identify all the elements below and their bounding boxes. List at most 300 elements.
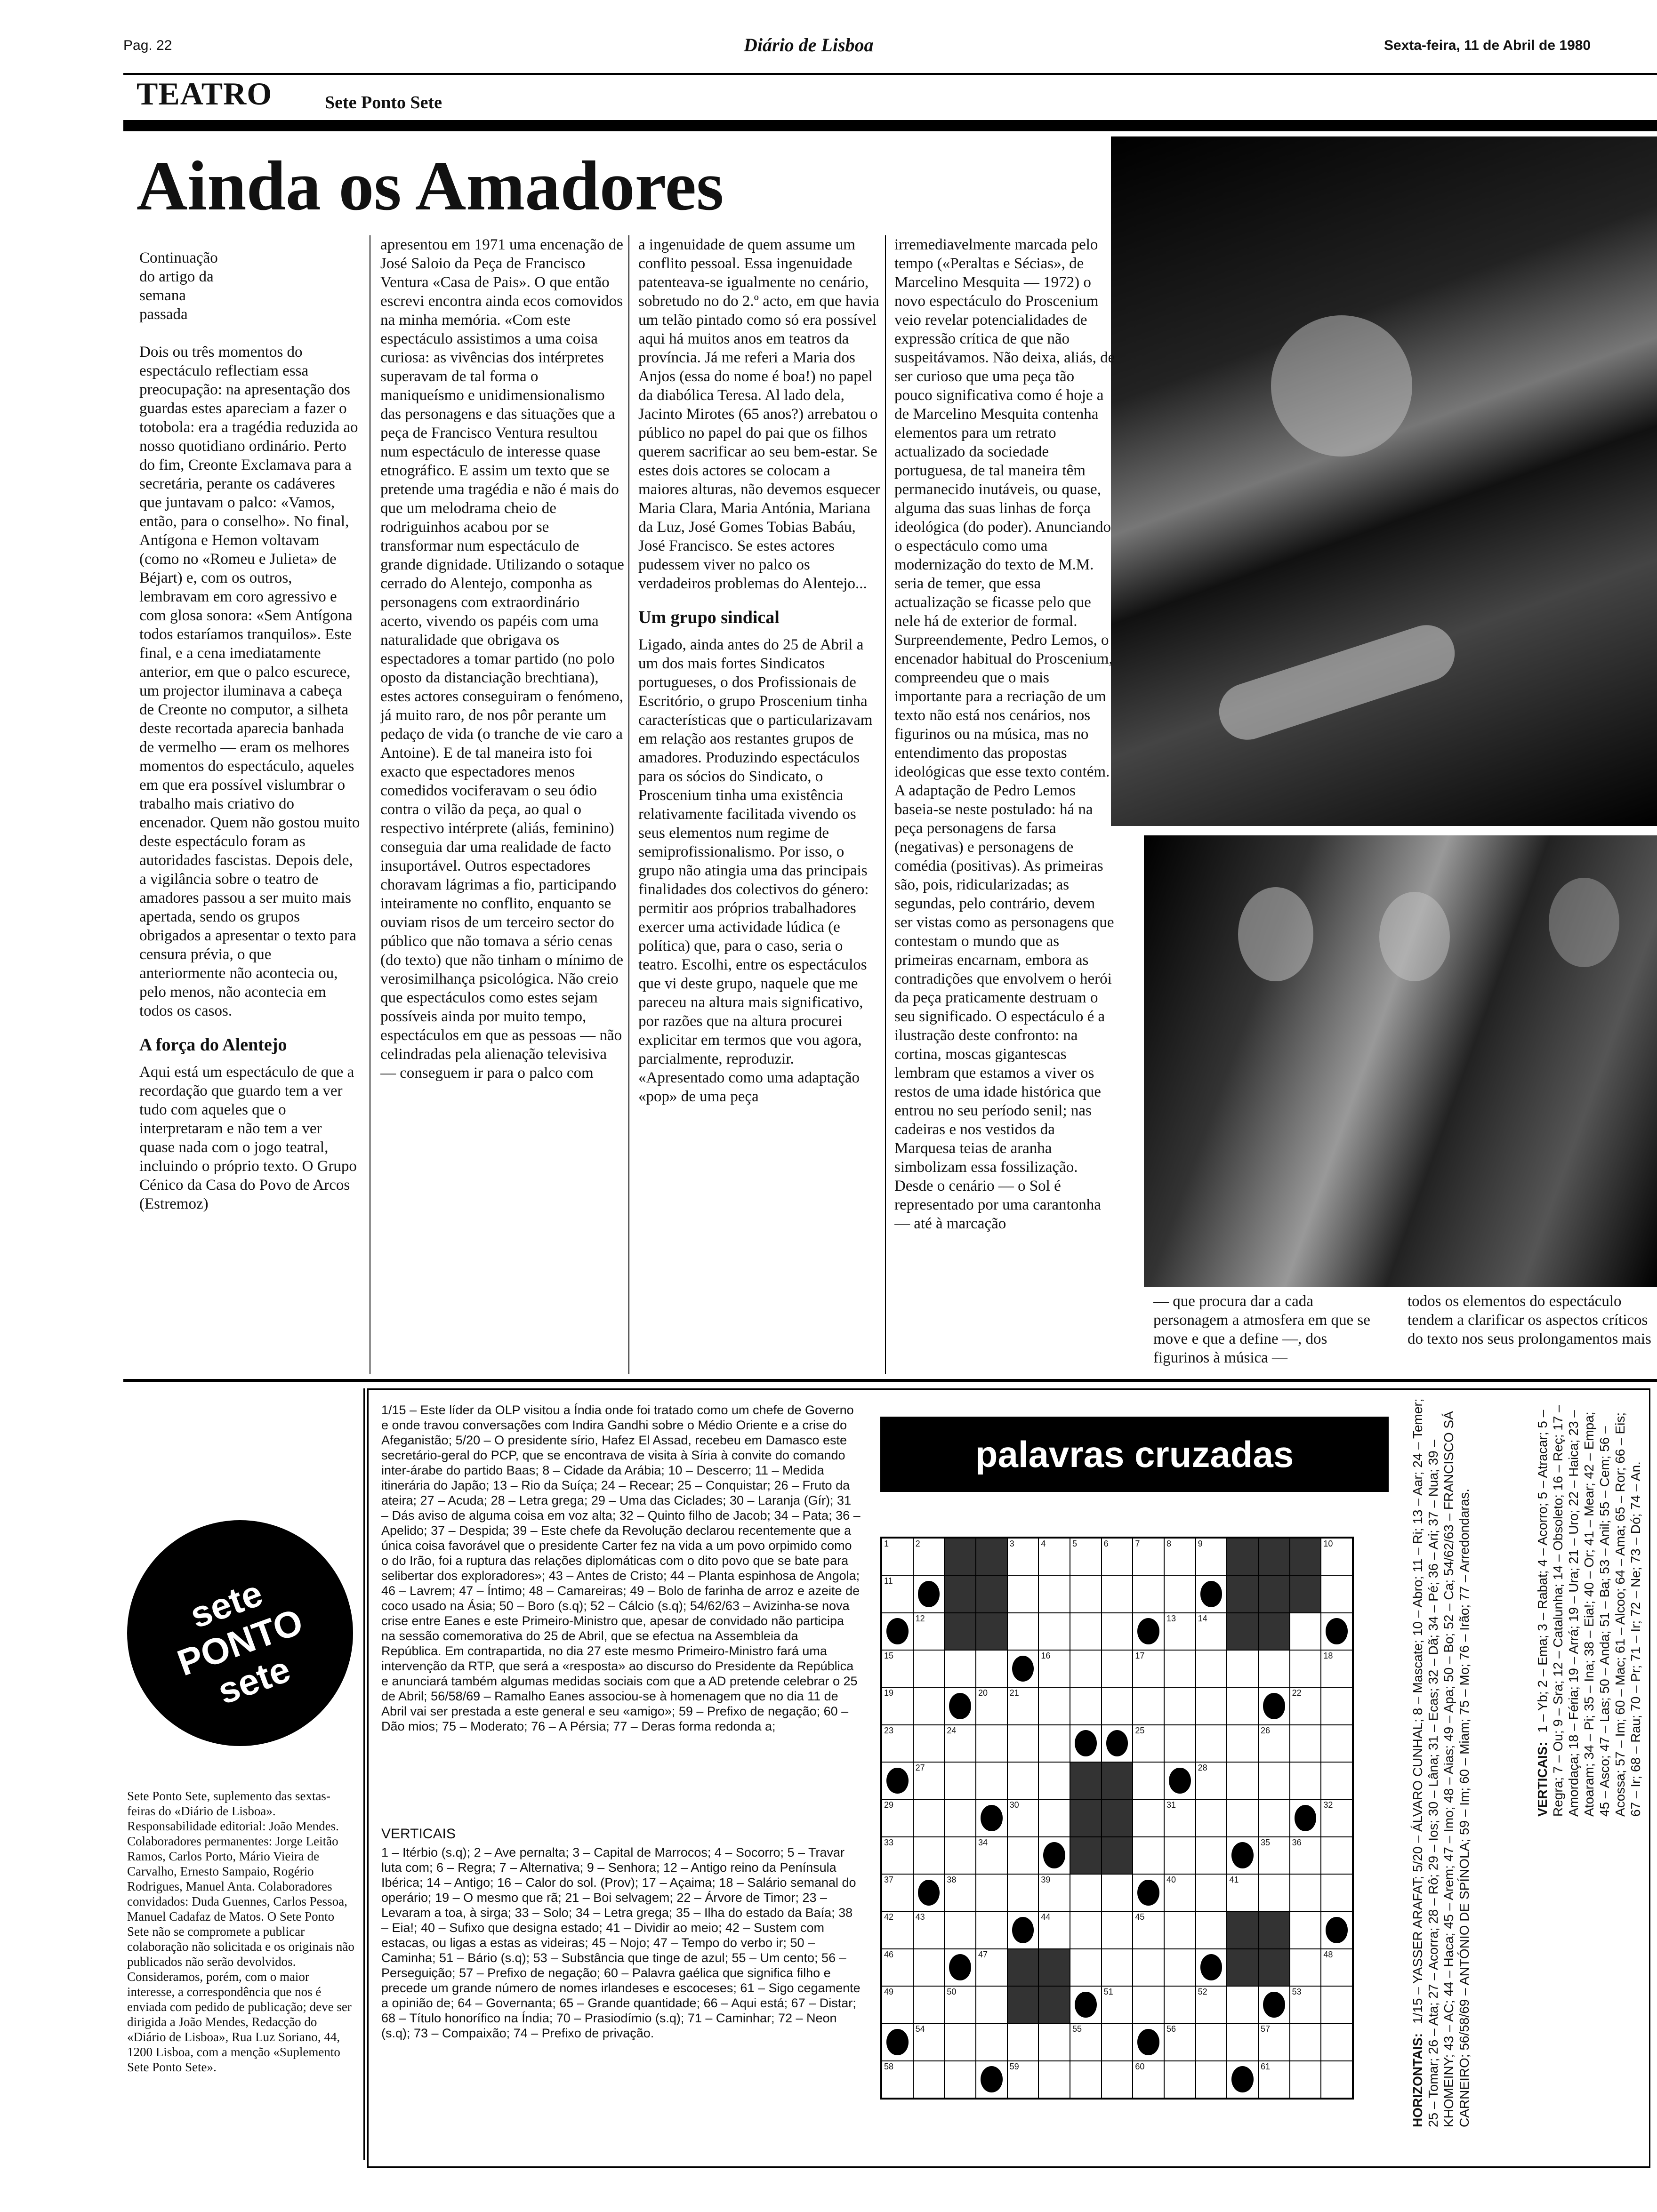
crossword-cell: [1133, 2023, 1164, 2060]
crossword-cell[interactable]: [1007, 1799, 1039, 1836]
crossword-cell[interactable]: [1290, 2061, 1321, 2098]
crossword-cell: [913, 1874, 945, 1911]
crossword-cell[interactable]: [1164, 1874, 1196, 1911]
crossword-cell[interactable]: [1070, 1613, 1102, 1650]
crossword-cell: [976, 1538, 1007, 1575]
crossword-cell[interactable]: [882, 1986, 913, 2023]
black-square: [1137, 1618, 1159, 1644]
crossword-cell[interactable]: [1227, 1986, 1258, 2023]
cell-number: 48: [1323, 1949, 1333, 1959]
crossword-cell[interactable]: [1321, 1575, 1352, 1612]
crossword-cell[interactable]: [976, 1837, 1007, 1874]
crossword-cell[interactable]: [1038, 1650, 1070, 1687]
crossword-cell[interactable]: [1038, 1575, 1070, 1612]
crossword-cell[interactable]: [1007, 2023, 1039, 2060]
cell-number: 45: [1135, 1912, 1145, 1922]
black-square: [1263, 1992, 1285, 2018]
crossword-cell[interactable]: [1321, 1762, 1352, 1799]
crossword-cell[interactable]: [1290, 1725, 1321, 1762]
crossword-cell[interactable]: [1164, 1687, 1196, 1724]
figure-shape: [1379, 892, 1450, 981]
crossword-cell[interactable]: [1290, 1986, 1321, 2023]
crossword-cell[interactable]: [882, 1687, 913, 1724]
crossword-cell[interactable]: [1258, 1837, 1290, 1874]
black-square: [1137, 2029, 1159, 2055]
crossword-cell[interactable]: [1070, 1687, 1102, 1724]
crossword-cell[interactable]: [1258, 2023, 1290, 2060]
crossword-cell[interactable]: [1102, 1911, 1133, 1948]
cell-number: 9: [1198, 1539, 1203, 1548]
crossword-cell[interactable]: [1007, 1575, 1039, 1612]
crossword-cell[interactable]: [976, 1986, 1007, 2023]
crossword-cell[interactable]: [1133, 1725, 1164, 1762]
crossword-cell[interactable]: [1164, 1837, 1196, 1874]
crossword-cell: [913, 1575, 945, 1612]
figure-shape: [1238, 887, 1313, 981]
crossword-cell[interactable]: [1258, 1874, 1290, 1911]
crossword-cell[interactable]: [1321, 1650, 1352, 1687]
masthead: Diário de Lisboa: [744, 34, 874, 56]
issue-date: Sexta-feira, 11 de Abril de 1980: [1384, 38, 1591, 53]
crossword-cell[interactable]: [913, 1725, 945, 1762]
crossword-cell[interactable]: [1321, 1874, 1352, 1911]
page-number: Pag. 22: [123, 38, 172, 53]
crossword-cell[interactable]: [913, 1986, 945, 2023]
crossword-cell[interactable]: [1102, 1650, 1133, 1687]
crossword-cell[interactable]: [1102, 1874, 1133, 1911]
crossword-cell[interactable]: [1290, 1949, 1321, 1986]
cell-number: 36: [1292, 1837, 1302, 1847]
crossword-cell[interactable]: [1133, 1762, 1164, 1799]
cell-number: 38: [947, 1875, 957, 1884]
crossword-cell[interactable]: [1164, 1911, 1196, 1948]
crossword-cell[interactable]: [1038, 1687, 1070, 1724]
crossword-cell[interactable]: [1102, 1575, 1133, 1612]
crossword-cell[interactable]: [1007, 1613, 1039, 1650]
black-square: [886, 1768, 909, 1794]
cell-number: 25: [1135, 1725, 1145, 1735]
black-square: [1200, 1581, 1223, 1607]
black-square: [1326, 1917, 1348, 1943]
cell-number: 18: [1323, 1651, 1333, 1660]
crossword-cell[interactable]: [1133, 2061, 1164, 2098]
crossword-cell[interactable]: [1196, 1986, 1227, 2023]
crossword-cell[interactable]: [913, 2061, 945, 2098]
crossword-cell[interactable]: [1227, 1874, 1258, 1911]
crossword-cell: [1070, 1837, 1102, 1874]
crossword-cell: [1227, 1538, 1258, 1575]
crossword-cell: [1038, 1949, 1070, 1986]
crossword-cell: [944, 1687, 976, 1724]
cell-number: 55: [1072, 2024, 1082, 2034]
crossword-cell: [1321, 1911, 1352, 1948]
crossword-cell[interactable]: [1196, 1687, 1227, 1724]
crossword-cell[interactable]: [1321, 1687, 1352, 1724]
cell-number: 30: [1009, 1800, 1019, 1810]
article-column-1: [139, 248, 361, 1364]
crossword-cell[interactable]: [1133, 1650, 1164, 1687]
theatre-photo-top: [1111, 136, 1657, 826]
crossword-cell[interactable]: [1070, 1949, 1102, 1986]
crossword-cell[interactable]: [1007, 1874, 1039, 1911]
crossword-cell[interactable]: [1164, 2061, 1196, 2098]
crossword-cell[interactable]: [1290, 1762, 1321, 1799]
crossword-cell: [1258, 1687, 1290, 1724]
crossword-cell: [1321, 1613, 1352, 1650]
crossword-cell[interactable]: [1196, 1725, 1227, 1762]
crossword-cell[interactable]: [1164, 1986, 1196, 2023]
crossword-cell[interactable]: [976, 1874, 1007, 1911]
crossword-cell[interactable]: [913, 1837, 945, 1874]
crossword-cell[interactable]: [1133, 1687, 1164, 1724]
black-square: [1200, 1954, 1223, 1980]
clue-text: 1/15 – Este líder da OLP visitou a Índia onde foi tratado como um chefe de Governo e onde travou conversações com Indira Gandhi sobre o Médio Oriente e a crise do Afeganistão; 5/20 – O presidente sírio, Hafez El Assad, recebeu em Damasco este secretário-geral do PCP, que se encontrava de visita à Síria à convite do comando inter-árabe do partido Baas; 8 – Cidade da Arábia; 10 – Descerro; 11 – Medida itinerária do Japão; 13 – Rio da Suíça; 24 – Recear; 25 – Conquistar; 26 – Fruto da ateira; 27 – Acuda; 28 – Letra grega; 29 – Uma das Ciclades; 30 – Laranja (Gír); 31 – Dás aviso de alguma coisa em voz alta; 32 – Quinto filho de Jacob; 34 – Pata; 36 – Apelido; 37 – Despida; 39 – Este chefe da Revolução declarou recentemente que a única coisa favorável que o presidente Carter fez na vida a um povo orpimido como o do Irão, foi a ruptura das relações diplomáticas com o dito povo que se bate para selibertar dos exploradores»; 43 – Antes de Cristo; 44 – Planta espinhosa de Angola; 46 – Lavrem; 47 – Íntimo; 48 – Camareiras; 49 – Bolo de farinha de arroz e azeite de coco usado na Ásia; 50 – Boro (s.q); 52 – Cálcio (s.q); 54/62/63 – Avizinha-se nova crise entre Eanes e este Primeiro-Ministro que, apesar de convidado não participa na sessão comemorativa do 25 de Abril, que se efectua na Assembleia da República. Em contrapartida, no dia 27 este mesmo Primeiro-Ministro fará uma intervenção da RTP, que será a «resposta» ao discurso do Presidente da República e anunciará também algumas medidas sociais com que a AD pretende celebrar o 25 de Abril; 56/58/69 – Ramalho Eanes associou-se à homenagem que no dia 11 de Abril vai ser prestada a este general e seu «amigo»; 59 – Prefixo de negação; 60 – Dão mios; 75 – Moderato; 76 – A Pérsia; 77 – Deras forma redonda a;: [381, 1403, 861, 1733]
crossword-cell[interactable]: [944, 1725, 976, 1762]
crossword-cell[interactable]: [1227, 2023, 1258, 2060]
crossword-grid[interactable]: [880, 1537, 1354, 2100]
crossword-cell: [1070, 1799, 1102, 1836]
crossword-cell[interactable]: [1196, 1799, 1227, 1836]
cell-number: 50: [947, 1987, 957, 1996]
crossword-cell[interactable]: [976, 1911, 1007, 1948]
figure-shape: [1212, 618, 1462, 747]
cell-number: 28: [1198, 1763, 1207, 1772]
cell-number: 59: [1009, 2061, 1019, 2071]
crossword-cell[interactable]: [1321, 1725, 1352, 1762]
crossword-cell[interactable]: [944, 1911, 976, 1948]
crossword-cell[interactable]: [1258, 1650, 1290, 1687]
crossword-cell[interactable]: [976, 2023, 1007, 2060]
crossword-cell[interactable]: [913, 1911, 945, 1948]
crossword-cell[interactable]: [1227, 1687, 1258, 1724]
crossword-cell[interactable]: [976, 1762, 1007, 1799]
crossword-cell[interactable]: [1070, 2023, 1102, 2060]
standfirst: Continuação do artigo da semana passada: [139, 249, 218, 323]
crossword-cell[interactable]: [1196, 1874, 1227, 1911]
crossword-cell[interactable]: [1290, 1911, 1321, 1948]
cell-number: 17: [1135, 1651, 1145, 1660]
crossword-cell[interactable]: [1070, 1911, 1102, 1948]
supplement-name: Sete Ponto Sete: [325, 93, 442, 112]
crossword-cell[interactable]: [1133, 1986, 1164, 2023]
crossword-cell[interactable]: [882, 1874, 913, 1911]
black-square: [949, 1693, 971, 1719]
article-column-2: [380, 235, 625, 1355]
crossword-cell[interactable]: [1102, 1538, 1133, 1575]
crossword-cell[interactable]: [1321, 1949, 1352, 1986]
cell-number: 56: [1166, 2024, 1176, 2034]
cell-number: 7: [1135, 1539, 1140, 1548]
crossword-cell[interactable]: [1196, 1650, 1227, 1687]
solutions-text: 1/15 – YASSER ARAFAT; 5/20 – ÁLVARO CUNHAL; 8 – Mascate; 10 – Abro; 11 – Ri; 13 – Aar; 24 – Temer; 25 – Tomar; 26 – Ata; 27 – Acorra; 28 – Rô; 29 – Ios; 30 – Lâna; 31 – Ecas; 32 – Dã; 34 – Pé; 36 – Ari; 37 – Nua; 39 – KHOMEINY; 43 – AC; 44 – Haca; 45 – Arem; 47 – Imo; 48 – Aias; 49 – Apa; 50 – Bo; 52 – Ca; 54/62/63 – FRANCISCO SÁ CARNEIRO; 56/58/69 – ANTÓNIO DE SPÍNOLA; 59 – Im; 60 – Miam; 75 – Mo; 76 – Irão; 77 – Arredondaras.: [1410, 1398, 1472, 2127]
crossword-cell: [1164, 1762, 1196, 1799]
crossword-cell[interactable]: [1258, 1799, 1290, 1836]
crossword-cell: [1007, 1911, 1039, 1948]
crossword-cell[interactable]: [882, 1575, 913, 1612]
crossword-cell[interactable]: [1102, 2023, 1133, 2060]
crossword-cell[interactable]: [1102, 1986, 1133, 2023]
crossword-cell[interactable]: [976, 1949, 1007, 1986]
crossword-cell: [976, 1799, 1007, 1836]
cell-number: 23: [884, 1725, 894, 1735]
crossword-cell[interactable]: [1164, 2023, 1196, 2060]
solutions-label: VERTICAIS:: [1535, 1742, 1550, 1817]
crossword-cell[interactable]: [1196, 2023, 1227, 2060]
crossword-cell[interactable]: [1038, 1874, 1070, 1911]
black-square: [1012, 1917, 1034, 1943]
horizontal-clues: [381, 1403, 861, 1821]
crossword-cell[interactable]: [1196, 2061, 1227, 2098]
cell-number: 46: [884, 1949, 894, 1959]
supplement-logo: [127, 1520, 353, 1746]
crossword-cell[interactable]: [1070, 1874, 1102, 1911]
crossword-cell: [944, 1538, 976, 1575]
cell-number: 54: [915, 2024, 925, 2034]
cell-number: 19: [884, 1688, 894, 1698]
cell-number: 57: [1260, 2024, 1271, 2034]
crossword-cell[interactable]: [1038, 1613, 1070, 1650]
crossword-cell: [1258, 1911, 1290, 1948]
crossword-cell[interactable]: [1227, 1725, 1258, 1762]
cell-number: 44: [1041, 1912, 1051, 1922]
crossword-cell[interactable]: [1258, 1762, 1290, 1799]
black-square: [1106, 1730, 1128, 1756]
crossword-cell[interactable]: [1258, 2061, 1290, 2098]
crossword-cell[interactable]: [1038, 1725, 1070, 1762]
crossword-cell[interactable]: [944, 1799, 976, 1836]
section-title: TEATRO: [137, 76, 273, 112]
crossword-cell[interactable]: [913, 2023, 945, 2060]
cell-number: 49: [884, 1987, 894, 1996]
crossword-cell: [1102, 1799, 1133, 1836]
crossword-cell[interactable]: [1290, 1613, 1321, 1650]
crossword-cell[interactable]: [1007, 1538, 1039, 1575]
crossword-cell[interactable]: [1070, 1650, 1102, 1687]
crossword-cell[interactable]: [1227, 1650, 1258, 1687]
crossword-cell[interactable]: [882, 1837, 913, 1874]
cell-number: 47: [978, 1949, 988, 1959]
cell-number: 37: [884, 1875, 894, 1884]
crossword-cell: [1070, 1762, 1102, 1799]
crossword-cell[interactable]: [1038, 1762, 1070, 1799]
crossword-cell[interactable]: [1164, 1799, 1196, 1836]
crossword-cell: [1290, 1575, 1321, 1612]
crossword-cell[interactable]: [1133, 1799, 1164, 1836]
black-square: [886, 1618, 909, 1644]
crossword-cell[interactable]: [944, 1874, 976, 1911]
crossword-cell[interactable]: [882, 2061, 913, 2098]
crossword-cell[interactable]: [976, 1650, 1007, 1687]
crossword-cell[interactable]: [1133, 1837, 1164, 1874]
cell-number: 20: [978, 1688, 988, 1698]
header-rule: [123, 73, 1657, 75]
crossword-cell[interactable]: [1196, 1837, 1227, 1874]
crossword-cell[interactable]: [913, 1687, 945, 1724]
cell-number: 12: [915, 1613, 925, 1623]
crossword-cell[interactable]: [1290, 1874, 1321, 1911]
crossword-cell[interactable]: [1133, 1575, 1164, 1612]
crossword-cell: [1227, 1949, 1258, 1986]
crossword-cell[interactable]: [913, 1762, 945, 1799]
cell-number: 15: [884, 1651, 894, 1660]
crossword-cell: [944, 1613, 976, 1650]
crossword-cell[interactable]: [913, 1650, 945, 1687]
cell-number: 10: [1323, 1539, 1333, 1548]
article-text: irremediavelmente marcada pelo tempo («Peraltas e Sécias», de Marcelino Mesquita — 1972) o novo espectáculo do Proscenium veio revelar potencialidades de expressão crítica de que não suspeitávamos. Não deixa, aliás, de ser curioso que uma peça tão pouco significativa como é hoje a de Marcelino Mesquita contenha elementos para um retrato actualizado da sociedade portuguesa, de tal maneira têm permanecido inutáveis, ou quase, alguma das suas linhas de força ideológica (do poder). Anunciando o espectáculo como uma modernização do texto de M.M. seria de temer, que essa actualização se ficasse pelo que nele há de exterior de formal. Surpreendemente, Pedro Lemos, o encenador habitual do Proscenium, compreendeu que o mais importante para a recriação de um texto não está nos cenários, nos figurinos ou na música, mas no entendimento das propostas ideológicas que esse texto contém. A adaptação de Pedro Lemos baseia-se neste postulado: há na peça personagens de farsa (negativas) e personagens de comédia (positivas). As primeiras são, pois, ridicularizadas; as segundas, pelo contrário, devem ser vistas como as personagens que contestam o mundo que as primeiras encarnam, embora as contradições que envolvem o herói da peça praticamente destruam o seu significado. O espectáculo é a ilustração deste confronto: na cortina, moscas gigantescas lembram que estamos a viver os restos de uma idade histórica que entrou no seu período senil; nas cadeiras e nos vestidos da Marquesa teias de aranha simbolizam essa fossilização. Desde o cenário — o Sol é representado por uma carantonha — até à marcação: [894, 236, 1115, 1232]
crossword-cell[interactable]: [944, 1986, 976, 2023]
black-square: [1231, 2066, 1254, 2092]
crossword-cell[interactable]: [1007, 1725, 1039, 1762]
crossword-cell[interactable]: [944, 2023, 976, 2060]
crossword-cell[interactable]: [913, 1538, 945, 1575]
crossword-cell[interactable]: [1321, 2061, 1352, 2098]
cell-number: 5: [1072, 1539, 1077, 1548]
cell-number: 61: [1260, 2061, 1271, 2071]
cell-number: 2: [915, 1539, 920, 1548]
crossword-cell: [1007, 1949, 1039, 1986]
cell-number: 41: [1229, 1875, 1239, 1884]
article-text: Aqui está um espectáculo de que a recordação que guardo tem a ver tudo com aqueles que o interpretaram e não tem a ver quase nada com o jogo teatral, incluindo o próprio texto. O Grupo Cénico da Casa do Povo de Arcos (Estremoz): [139, 1064, 357, 1212]
crossword-cell[interactable]: [944, 1837, 976, 1874]
cell-number: 4: [1041, 1539, 1046, 1548]
article-text: todos os elementos do espectáculo tendem a clarificar os aspectos críticos do texto nos seus prolongamentos mais: [1408, 1293, 1651, 1347]
credits-text: Sete Ponto Sete, suplemento das sextas-feiras do «Diário de Lisboa». Responsabilidade editorial: João Mendes. Colaboradores permanentes: Jorge Leitão Ramos, Carlos Porto, Mário Vieira de Carvalho, Ernesto Sampaio, Rogério Rodrigues, Manuel Anta. Colaboradores convidados: Duda Guennes, Carlos Pessoa, Manuel Cadafaz de Matos. O Sete Ponto Sete não se compromete a publicar colaboração não solicitada e os originais não publicados não serão devolvidos. Consideramos, porém, com o maior interesse, a correspondência que nos é enviada com pedido de publicação; deve ser dirigida a João Mendes, Redacção do «Diário de Lisboa», Rua Luz Soriano, 44, 1200 Lisboa, com a menção «Suplemento Sete Ponto Sete».: [127, 1789, 354, 2074]
black-square: [1012, 1656, 1034, 1682]
black-square: [918, 1581, 940, 1607]
article-text: Ligado, ainda antes do 25 de Abril a um dos mais fortes Sindicatos portugueses, o dos Profissionais de Escritório, o grupo Proscenium tinha características que o particularizavam em relação aos restantes grupos de amadores. Produzindo espectáculos para os sócios do Sindicato, o Proscenium tinha uma existência relativamente facilitada vivendo os seus elementos num regime de semiprofissionalismo. Por isso, o grupo não atingia uma das principais finalidades dos colectivos do género: permitir aos próprios trabalhadores exercer uma actividade lúdica (e política) que, para o caso, seria o teatro. Escolhi, entre os espectáculos que vi deste grupo, naquele que me pareceu na altura mais significativo, por razões que na altura procurei explicitar em termos que vou agora, parcialmente, reproduzir. «Apresentado como uma adaptação «pop» de uma peça: [638, 636, 873, 1105]
cell-number: 42: [884, 1912, 894, 1922]
cell-number: 33: [884, 1837, 894, 1847]
crossword-cell[interactable]: [1196, 1538, 1227, 1575]
crossword-cell: [1227, 1837, 1258, 1874]
article-column-5: [1153, 1292, 1375, 1367]
crossword-cell[interactable]: [882, 1799, 913, 1836]
crossword-cell[interactable]: [1227, 1762, 1258, 1799]
crossword-cell[interactable]: [1290, 1687, 1321, 1724]
crossword-cell[interactable]: [944, 1650, 976, 1687]
black-square: [1075, 1992, 1097, 2018]
crossword-cell[interactable]: [976, 1725, 1007, 1762]
clue-text: 1 – Itérbio (s.q); 2 – Ave pernalta; 3 – Capital de Marrocos; 4 – Socorro; 5 – Travar luta com; 6 – Regra; 7 – Alternativa; 9 – Senhora; 12 – Antigo reino da Península Ibérica; 14 – Antigo; 16 – Calor do sol. (Prov); 17 – Açaima; 18 – Salário semanal do operário; 19 – O mesmo que rã; 21 – Boi selvagem; 22 – Árvore de Timor; 23 – Levaram a toa, à sirga; 33 – Solo; 34 – Letra grega; 35 – Ilha do estado da Baía; 38 – Eia!; 40 – Sufixo que designa estado; 41 – Dividir ao meio; 42 – Sustem com estacas, ou ligas a estas as videiras; 45 – Nojo; 47 – Tempo do verbo ir; 50 – Caminha; 51 – Bário (s.q); 53 – Substância que tinge de azul; 55 – Um cento; 56 – Perseguição; 57 – Prefixo de negação; 60 – Palavra gaélica que significa filho e precede um grande número de nomes irlandeses e escoceses; 61 – Sigo cegamente a opinião de; 64 – Governanta; 65 – Grande quantidade; 66 – Aqui está; 67 – Distar; 68 – Título honorífico na Índia; 70 – Prasiodímio (s.q); 71 – Caminhar; 72 – Neon (s.q); 73 – Compaixão; 74 – Prefixo de privação.: [381, 1845, 861, 2040]
crossword-cell[interactable]: [913, 1613, 945, 1650]
crossword-cell[interactable]: [913, 1949, 945, 1986]
crossword-cell[interactable]: [882, 1538, 913, 1575]
crossword-cell: [1227, 1613, 1258, 1650]
theatre-photo-bottom: [1144, 835, 1657, 1287]
crossword-cell[interactable]: [1007, 1837, 1039, 1874]
crossword-cell[interactable]: [882, 1725, 913, 1762]
crossword-cell[interactable]: [1290, 1837, 1321, 1874]
crossword-cell: [1102, 1837, 1133, 1874]
crossword-cell[interactable]: [1321, 1837, 1352, 1874]
cell-number: 35: [1260, 1837, 1271, 1847]
crossword-cell[interactable]: [1102, 1949, 1133, 1986]
crossword-cell: [882, 1613, 913, 1650]
crossword-cell[interactable]: [1321, 1538, 1352, 1575]
article-text: — que procura dar a cada personagem a atmosfera em que se move e que a define —, dos figurinos à música —: [1153, 1293, 1370, 1366]
crossword-cell[interactable]: [976, 1687, 1007, 1724]
crossword-cell: [1258, 1949, 1290, 1986]
vertical-clues: [381, 1845, 861, 2146]
crossword-cell[interactable]: [944, 1762, 976, 1799]
crossword-cell: [1227, 2061, 1258, 2098]
cell-number: 32: [1323, 1800, 1333, 1810]
crossword-cell[interactable]: [1133, 1538, 1164, 1575]
crossword-cell[interactable]: [882, 1650, 913, 1687]
crossword-cell[interactable]: [1070, 2061, 1102, 2098]
solutions-vertical: [1535, 1403, 1643, 1817]
crossword-cell[interactable]: [1321, 1799, 1352, 1836]
crossword-cell[interactable]: [1133, 1949, 1164, 1986]
article-column-4: [894, 235, 1116, 1355]
sidebar-rule: [363, 1388, 365, 2160]
black-square: [1295, 1805, 1317, 1831]
crossword-cell[interactable]: [1038, 1911, 1070, 1948]
subheading: A força do Alentejo: [139, 1035, 287, 1055]
crossword-cell: [1007, 1986, 1039, 2023]
crossword-cell[interactable]: [1102, 1613, 1133, 1650]
crossword-cell: [1227, 1575, 1258, 1612]
solutions-text: 1 – Yb; 2 – Ema; 3 – Rabat; 4 – Acorro; 5 – Atracar; 5 – Regra; 7 – Ou; 9 – Sra; 12 – Catalunha; 14 – Obsoleto; 16 – Reç; 17 – Amordaça; 18 – Féria; 19 – Arrá; 19 – Ura; 21 – Uro; 22 – Haica; 23 – Atoaram; 34 – Pi; 35 – Ina; 38 – Eia!; 40 – Or; 41 – Mear; 42 – Empa; 45 – Asco; 47 – Las; 50 – Anda; 51 – Ba; 53 – Anil; 55 – Cem; 56 – Acossa; 57 – Im; 60 – Mac; 61 – Alcoo; 64 – Ama; 65 – Ror; 66 – Eis; 67 – Ir; 68 – Rau; 70 – Pr; 71 – Ir; 72 – Ne; 73 – Dó; 74 – An.: [1535, 1405, 1643, 1817]
crossword-cell[interactable]: [1290, 2023, 1321, 2060]
cell-number: 21: [1009, 1688, 1019, 1698]
crossword-cell[interactable]: [1196, 1911, 1227, 1948]
crossword-cell[interactable]: [1227, 1799, 1258, 1836]
crossword-cell[interactable]: [1007, 1762, 1039, 1799]
crossword-cell[interactable]: [1070, 1538, 1102, 1575]
crossword-cell[interactable]: [882, 1911, 913, 1948]
crossword-cell[interactable]: [1038, 2061, 1070, 2098]
figure-shape: [1271, 315, 1412, 457]
black-square: [1137, 1880, 1159, 1906]
crossword-cell[interactable]: [882, 1949, 913, 1986]
verticais-heading: VERTICAIS: [381, 1826, 456, 1842]
crossword-cell[interactable]: [1007, 2061, 1039, 2098]
crossword-cell[interactable]: [1164, 1949, 1196, 1986]
crossword-cell[interactable]: [1164, 1575, 1196, 1612]
crossword-cell[interactable]: [1164, 1725, 1196, 1762]
crossword-cell: [1258, 1575, 1290, 1612]
crossword-cell[interactable]: [1164, 1613, 1196, 1650]
crossword-cell[interactable]: [1038, 2023, 1070, 2060]
cell-number: 31: [1166, 1800, 1176, 1810]
cell-number: 51: [1103, 1987, 1113, 1996]
crossword-cell[interactable]: [1321, 1986, 1352, 2023]
figure-shape: [1549, 878, 1619, 967]
crossword-cell[interactable]: [1290, 1650, 1321, 1687]
crossword-cell: [1258, 1538, 1290, 1575]
crossword-cell[interactable]: [1321, 2023, 1352, 2060]
crossword-cell[interactable]: [944, 2061, 976, 2098]
crossword-cell[interactable]: [1102, 2061, 1133, 2098]
crossword-cell[interactable]: [1007, 1687, 1039, 1724]
crossword-cell[interactable]: [1133, 1911, 1164, 1948]
crossword-cell[interactable]: [1164, 1538, 1196, 1575]
crossword-cell: [976, 1613, 1007, 1650]
crossword-cell[interactable]: [1196, 1762, 1227, 1799]
crossword-cell[interactable]: [1038, 1538, 1070, 1575]
crossword-cell[interactable]: [1196, 1613, 1227, 1650]
crossword-cell[interactable]: [1102, 1687, 1133, 1724]
page-divider: [123, 1379, 1657, 1382]
crossword-cell[interactable]: [913, 1799, 945, 1836]
crossword-cell: [1258, 1613, 1290, 1650]
crossword-cell: [1227, 1911, 1258, 1948]
crossword-cell[interactable]: [1038, 1799, 1070, 1836]
crossword-cell[interactable]: [1070, 1575, 1102, 1612]
crossword-cell[interactable]: [1258, 1725, 1290, 1762]
crossword-cell[interactable]: [1164, 1650, 1196, 1687]
